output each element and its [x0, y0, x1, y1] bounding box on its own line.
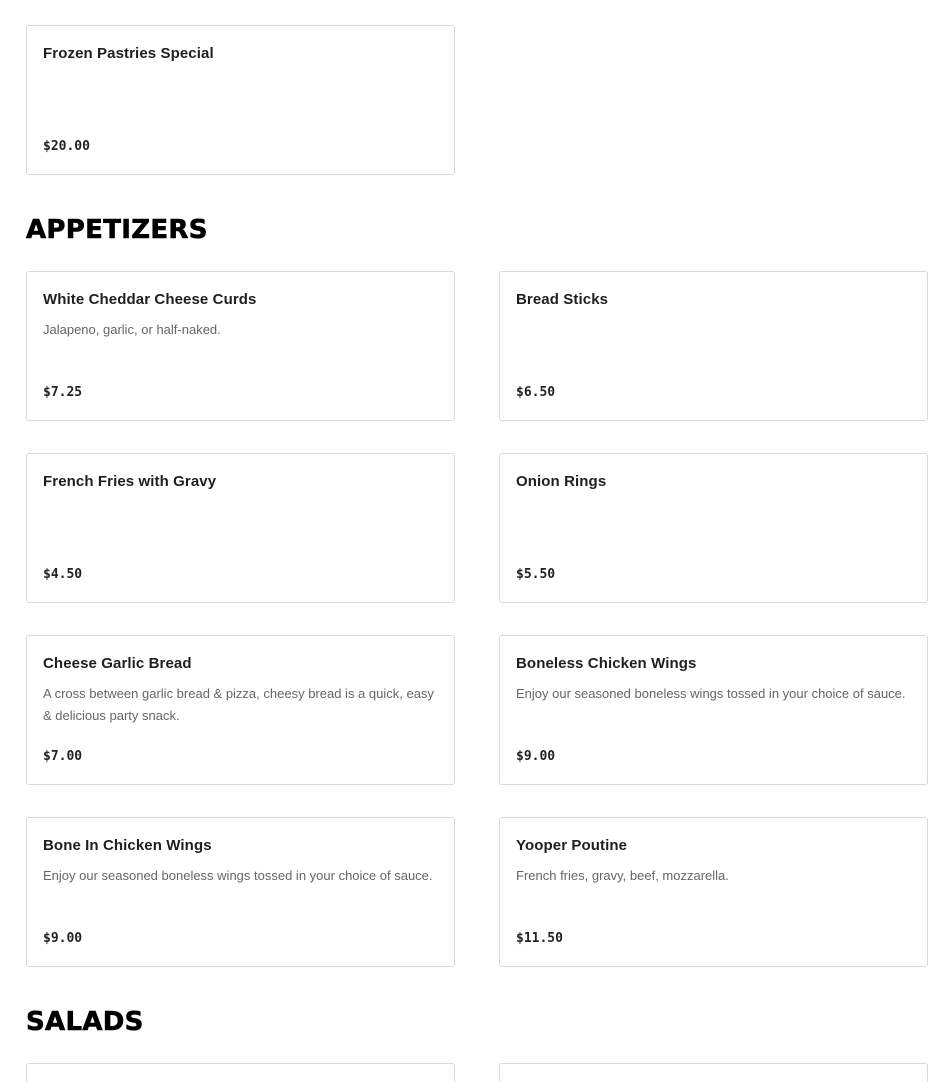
- menu-item-name: Cheese Garlic Bread: [43, 655, 192, 672]
- menu-item-name: White Cheddar Cheese Curds: [43, 291, 257, 308]
- section-title-appetizers: APPETIZERS: [26, 215, 208, 245]
- menu-item-card[interactable]: [26, 817, 455, 967]
- menu-item-price: $20.00: [43, 139, 90, 154]
- menu-item-card[interactable]: [26, 25, 455, 175]
- menu-item-name: Bread Sticks: [516, 291, 609, 308]
- menu-item-price: $11.50: [516, 931, 563, 946]
- menu-item-price: $4.50: [43, 567, 83, 582]
- menu-item-name: Bone In Chicken Wings: [43, 837, 212, 854]
- menu-item-card[interactable]: [499, 453, 928, 603]
- menu-item-name: Boneless Chicken Wings: [516, 655, 697, 672]
- menu-item-card[interactable]: [26, 453, 455, 603]
- menu-item-card[interactable]: [499, 635, 928, 785]
- menu-item-description: Enjoy our seasoned boneless wings tossed in your choice of sauce.: [43, 868, 433, 883]
- menu-item-card[interactable]: [499, 271, 928, 421]
- menu-item-card[interactable]: [26, 1063, 455, 1082]
- menu-item-description: French fries, gravy, beef, mozzarella.: [516, 868, 729, 883]
- menu-item-price: $9.00: [516, 749, 556, 764]
- menu-item-card[interactable]: [26, 635, 455, 785]
- menu-item-description: Enjoy our seasoned boneless wings tossed in your choice of sauce.: [516, 686, 906, 701]
- menu-item-description: Jalapeno, garlic, or half-naked.: [43, 322, 221, 337]
- menu-item-price: $5.50: [516, 567, 556, 582]
- menu-item-card[interactable]: [26, 271, 455, 421]
- menu-item-description: A cross between garlic bread & pizza, cheesy bread is a quick, easy & delicious party snack.: [43, 686, 434, 723]
- menu-item-card[interactable]: [499, 1063, 928, 1082]
- menu-item-price: $7.00: [43, 749, 83, 764]
- menu-item-name: Onion Rings: [516, 473, 607, 490]
- menu-item-name: Frozen Pastries Special: [43, 45, 214, 62]
- menu-item-price: $7.25: [43, 385, 83, 400]
- menu-item-price: $6.50: [516, 385, 556, 400]
- menu-item-price: $9.00: [43, 931, 83, 946]
- menu-item-card[interactable]: [499, 817, 928, 967]
- section-title-salads: SALADS: [26, 1007, 144, 1037]
- menu-item-name: Yooper Poutine: [516, 837, 628, 854]
- menu-item-name: French Fries with Gravy: [43, 473, 217, 490]
